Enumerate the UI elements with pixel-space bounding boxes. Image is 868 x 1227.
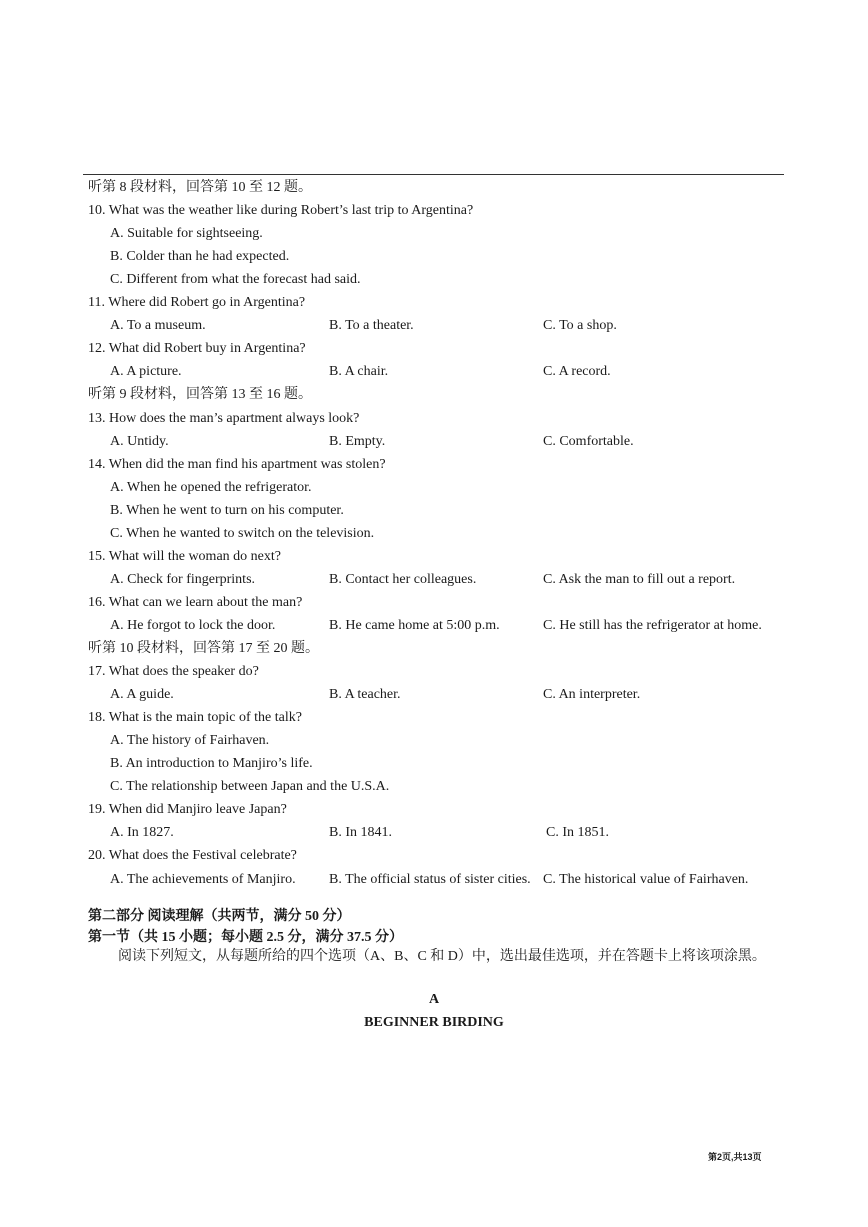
option-line: B. Colder than he had expected. <box>110 249 290 264</box>
option-a: A. Untidy. <box>110 434 169 449</box>
option-a: A. To a museum. <box>110 318 206 333</box>
option-b: B. To a theater. <box>329 318 414 333</box>
passage-letter: A <box>428 992 440 1007</box>
option-b: B. In 1841. <box>329 825 392 840</box>
section-heading: 第一节（共 15 小题；每小题 2.5 分，满分 37.5 分） <box>88 930 403 945</box>
option-line: A. The history of Fairhaven. <box>110 733 270 748</box>
option-b: B. The official status of sister cities. <box>329 872 531 887</box>
header-rule <box>83 174 784 175</box>
option-a: A. A guide. <box>110 687 174 702</box>
option-a: A. Check for fingerprints. <box>110 572 256 587</box>
option-c: C. To a shop. <box>543 318 617 333</box>
option-c: C. A record. <box>543 364 611 379</box>
question-line: 11. Where did Robert go in Argentina? <box>88 295 306 310</box>
option-a: A. He forgot to lock the door. <box>110 618 276 633</box>
page-number: 第2页,共13页 <box>708 1152 762 1162</box>
option-a: A. In 1827. <box>110 825 174 840</box>
option-c: C. Ask the man to fill out a report. <box>543 572 736 587</box>
question-line: 18. What is the main topic of the talk? <box>88 710 302 725</box>
instruction-paragraph: 阅读下列短文，从每题所给的四个选项（A、B、C 和 D）中，选出最佳选项，并在答题卡上将该项涂黑。 <box>118 949 766 964</box>
option-line: C. When he wanted to switch on the television. <box>110 526 375 541</box>
option-c: C. He still has the refrigerator at home. <box>543 618 762 633</box>
question-line: 16. What can we learn about the man? <box>88 595 303 610</box>
option-line: A. Suitable for sightseeing. <box>110 226 263 241</box>
option-a: A. The achievements of Manjiro. <box>110 872 296 887</box>
option-b: B. He came home at 5:00 p.m. <box>329 618 500 633</box>
option-c: C. In 1851. <box>546 825 609 840</box>
option-line: B. An introduction to Manjiro’s life. <box>110 756 313 771</box>
option-b: B. A teacher. <box>329 687 401 702</box>
option-line: C. The relationship between Japan and the U.S.A. <box>110 779 390 794</box>
question-line: 17. What does the speaker do? <box>88 664 259 679</box>
question-line: 13. How does the man’s apartment always look? <box>88 411 360 426</box>
option-c: C. The historical value of Fairhaven. <box>543 872 749 887</box>
question-line: 15. What will the woman do next? <box>88 549 281 564</box>
part-heading: 第二部分 阅读理解（共两节，满分 50 分） <box>88 909 351 924</box>
section-instruction: 听第 8 段材料，回答第 10 至 12 题。 <box>88 180 312 195</box>
option-line: B. When he went to turn on his computer. <box>110 503 344 518</box>
option-line: C. Different from what the forecast had said. <box>110 272 361 287</box>
option-b: B. A chair. <box>329 364 389 379</box>
option-line: A. When he opened the refrigerator. <box>110 480 312 495</box>
option-a: A. A picture. <box>110 364 182 379</box>
passage-title: BEGINNER BIRDING <box>364 1015 504 1030</box>
option-b: B. Contact her colleagues. <box>329 572 477 587</box>
question-line: 12. What did Robert buy in Argentina? <box>88 341 306 356</box>
section-instruction: 听第 9 段材料，回答第 13 至 16 题。 <box>88 387 312 402</box>
question-line: 20. What does the Festival celebrate? <box>88 848 297 863</box>
question-line: 10. What was the weather like during Robert’s last trip to Argentina? <box>88 203 474 218</box>
option-c: C. An interpreter. <box>543 687 641 702</box>
section-instruction: 听第 10 段材料，回答第 17 至 20 题。 <box>88 641 319 656</box>
option-c: C. Comfortable. <box>543 434 634 449</box>
option-b: B. Empty. <box>329 434 386 449</box>
question-line: 19. When did Manjiro leave Japan? <box>88 802 287 817</box>
question-line: 14. When did the man find his apartment was stolen? <box>88 457 386 472</box>
